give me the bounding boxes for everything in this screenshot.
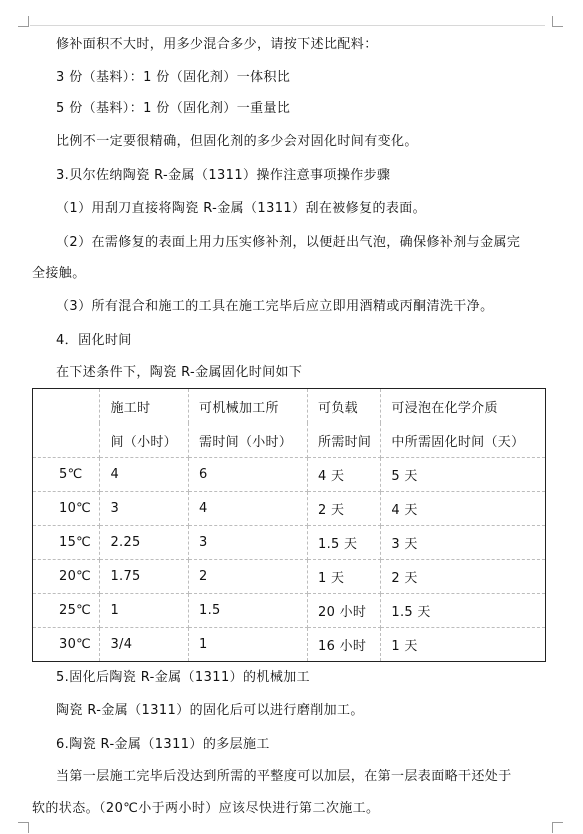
- margin-mark-bottom-left: [18, 822, 29, 833]
- header-cell: 施工时: [100, 389, 189, 424]
- header-rule: [30, 25, 545, 26]
- table-cell: 4: [189, 492, 308, 526]
- header-cell: 需时间（小时）: [189, 423, 308, 458]
- table-cell: 1 天: [381, 628, 546, 662]
- table-cell: 2 天: [381, 560, 546, 594]
- curing-time-table: [32, 388, 546, 662]
- temperature-cell: 15℃: [33, 526, 100, 560]
- table-cell: 20 小时: [308, 594, 381, 628]
- header-cell: 可负载: [308, 389, 381, 424]
- header-cell: 可机械加工所: [189, 389, 308, 424]
- step-1: （1）用刮刀直接将陶瓷 R-金属（1311）刮在被修复的表面。: [56, 201, 427, 216]
- paragraph-multilayer-line-2: 软的状态。（20℃小于两小时）应该尽快进行第二次施工。: [32, 801, 380, 816]
- table-row: [33, 628, 546, 662]
- temperature-cell: 25℃: [33, 594, 100, 628]
- temperature-cell: 30℃: [33, 628, 100, 662]
- table-cell: 5 天: [381, 458, 546, 492]
- table-cell: 1 天: [308, 560, 381, 594]
- table-row: [33, 492, 546, 526]
- margin-mark-top-right: [552, 16, 563, 27]
- header-cell: 可浸泡在化学介质: [381, 389, 546, 424]
- table-cell: 2: [189, 560, 308, 594]
- table-row: [33, 560, 546, 594]
- paragraph-grinding: 陶瓷 R-金属（1311）的固化后可以进行磨削加工。: [56, 703, 364, 718]
- table-row: [33, 526, 546, 560]
- table-header-row: [33, 423, 546, 458]
- paragraph-ratio-precision: 比例不一定要很精确，但固化剂的多少会对固化时间有变化。: [56, 134, 418, 149]
- header-cell: 所需时间: [308, 423, 381, 458]
- step-2-line-2: 全接触。: [32, 266, 86, 281]
- table-cell: 3: [189, 526, 308, 560]
- table-cell: 2 天: [308, 492, 381, 526]
- section-heading-5: 5.固化后陶瓷 R-金属（1311）的机械加工: [56, 670, 311, 685]
- ratio-weight: 5 份（基料）：1 份（固化剂）一重量比: [56, 101, 291, 116]
- header-cell: 中所需固化时间（天）: [381, 423, 546, 458]
- margin-mark-top-left: [18, 16, 29, 27]
- table-cell: 1.5 天: [308, 526, 381, 560]
- table-cell: 2.25: [100, 526, 189, 560]
- table-row: [33, 594, 546, 628]
- table-cell: 1.5 天: [381, 594, 546, 628]
- margin-mark-bottom-right: [552, 822, 563, 833]
- header-cell: [33, 423, 100, 458]
- temperature-cell: 5℃: [33, 458, 100, 492]
- table-header-row: [33, 389, 546, 424]
- table-cell: 3: [100, 492, 189, 526]
- table-cell: 1.5: [189, 594, 308, 628]
- table-cell: 1: [100, 594, 189, 628]
- temperature-cell: 10℃: [33, 492, 100, 526]
- section-heading-4: 4．固化时间: [56, 333, 132, 348]
- step-3: （3）所有混合和施工的工具在施工完毕后应立即用酒精或丙酮清洗干净。: [56, 299, 494, 314]
- temperature-cell: 20℃: [33, 560, 100, 594]
- paragraph-mix-note: 修补面积不大时，用多少混合多少，请按下述比配料：: [56, 37, 378, 52]
- table-cell: 4: [100, 458, 189, 492]
- table-cell: 4 天: [381, 492, 546, 526]
- paragraph-multilayer-line-1: 当第一层施工完毕后没达到所需的平整度可以加层，在第一层表面略干还处于: [56, 769, 512, 784]
- table-cell: 6: [189, 458, 308, 492]
- table-cell: 1.75: [100, 560, 189, 594]
- table-cell: 16 小时: [308, 628, 381, 662]
- table-intro: 在下述条件下，陶瓷 R-金属固化时间如下: [56, 365, 303, 380]
- table-cell: 3/4: [100, 628, 189, 662]
- section-heading-6: 6.陶瓷 R-金属（1311）的多层施工: [56, 737, 270, 752]
- ratio-volume: 3 份（基料）：1 份（固化剂）一体积比: [56, 70, 291, 85]
- step-2-line-1: （2）在需修复的表面上用力压实修补剂，以便赶出气泡，确保修补剂与金属完: [56, 235, 521, 250]
- header-cell: 间（小时）: [100, 423, 189, 458]
- table-cell: 3 天: [381, 526, 546, 560]
- header-cell: [33, 389, 100, 424]
- table-cell: 1: [189, 628, 308, 662]
- table-row: [33, 458, 546, 492]
- table-cell: 4 天: [308, 458, 381, 492]
- section-heading-3: 3.贝尔佐纳陶瓷 R-金属（1311）操作注意事项操作步骤: [56, 168, 391, 183]
